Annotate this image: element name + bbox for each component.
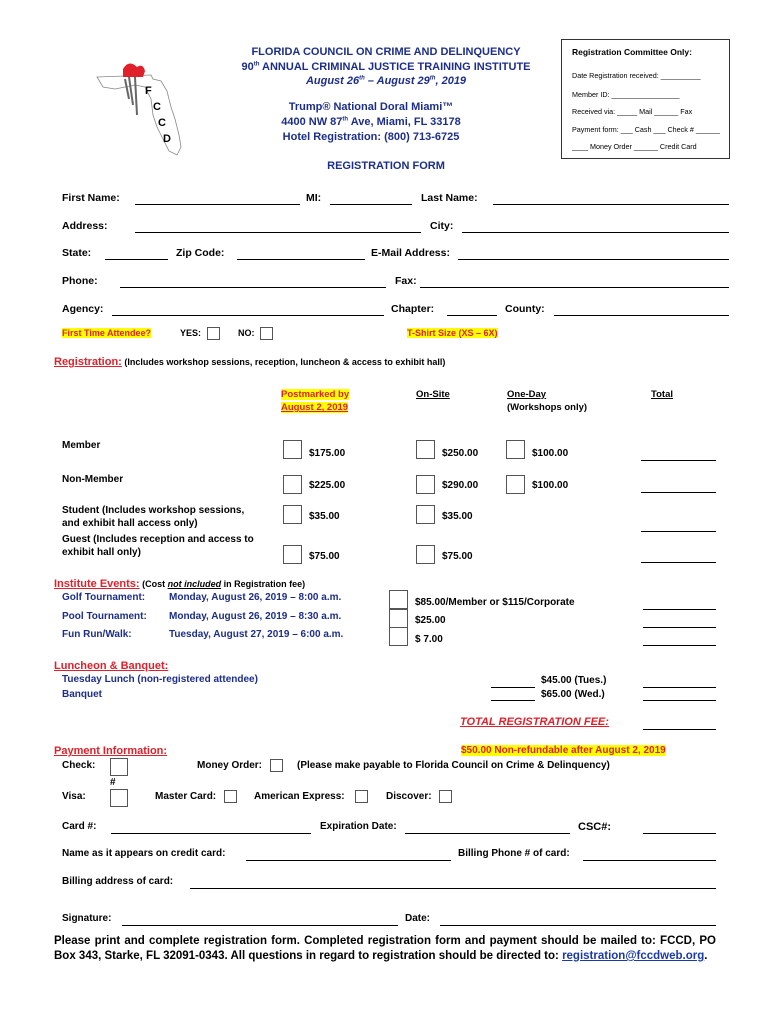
committee-date-received: Date Registration received: __________ bbox=[572, 71, 701, 80]
member-oneday-checkbox[interactable] bbox=[506, 440, 525, 459]
member-total-field[interactable] bbox=[641, 460, 716, 461]
pool-checkbox[interactable] bbox=[389, 609, 408, 628]
name-on-card-field[interactable] bbox=[246, 860, 451, 861]
student-total-field[interactable] bbox=[641, 531, 716, 532]
mi-label: MI: bbox=[306, 192, 322, 204]
member-onsite-price: $250.00 bbox=[442, 448, 479, 459]
fun-run-date: Tuesday, August 27, 2019 – 6:00 a.m. bbox=[169, 629, 344, 640]
money-order-label: Money Order: bbox=[197, 760, 263, 771]
pool-total-field[interactable] bbox=[643, 627, 716, 628]
phone-label: Phone: bbox=[62, 275, 98, 287]
chapter-label: Chapter: bbox=[391, 303, 435, 315]
money-order-checkbox[interactable] bbox=[270, 759, 283, 772]
total-fee-label: TOTAL REGISTRATION FEE: bbox=[460, 716, 609, 728]
lunch-qty-field[interactable] bbox=[491, 687, 535, 688]
visa-label: Visa: bbox=[62, 791, 86, 802]
org-name: FLORIDA COUNCIL ON CRIME AND DELINQUENCY bbox=[251, 46, 521, 58]
discover-checkbox[interactable] bbox=[439, 790, 452, 803]
committee-title: Registration Committee Only: bbox=[572, 47, 692, 57]
student-label-b: and exhibit hall access only) bbox=[62, 518, 198, 529]
agency-field[interactable] bbox=[112, 315, 384, 316]
mastercard-label: Master Card: bbox=[155, 791, 217, 802]
nonmember-oneday-price: $100.00 bbox=[532, 480, 569, 491]
discover-label: Discover: bbox=[386, 791, 432, 802]
chapter-field[interactable] bbox=[447, 315, 497, 316]
check-number-hash: # bbox=[110, 777, 116, 788]
payable-note: (Please make payable to Florida Council on Crime & Delinquency) bbox=[297, 760, 610, 771]
member-postmarked-price: $175.00 bbox=[309, 448, 346, 459]
expiration-label: Expiration Date: bbox=[320, 821, 397, 832]
nonrefundable-notice: $50.00 Non-refundable after August 2, 2019 bbox=[461, 745, 666, 756]
banquet-price: $65.00 (Wed.) bbox=[541, 689, 605, 700]
yes-label: YES: bbox=[180, 328, 202, 338]
contact-email-link[interactable]: registration@fccdweb.org bbox=[562, 950, 705, 962]
nonmember-label: Non-Member bbox=[62, 474, 124, 485]
student-postmarked-price: $35.00 bbox=[309, 511, 340, 522]
billing-phone-field[interactable] bbox=[583, 860, 716, 861]
card-number-field[interactable] bbox=[111, 833, 311, 834]
agency-label: Agency: bbox=[62, 303, 104, 315]
card-number-label: Card #: bbox=[62, 821, 97, 832]
col-postmarked-b: August 2, 2019 bbox=[281, 402, 349, 413]
csc-field[interactable] bbox=[643, 833, 716, 834]
guest-onsite-checkbox[interactable] bbox=[416, 545, 435, 564]
golf-date: Monday, August 26, 2019 – 8:00 a.m. bbox=[169, 592, 342, 603]
billing-address-label: Billing address of card: bbox=[62, 876, 174, 887]
zip-label: Zip Code: bbox=[176, 247, 225, 259]
zip-field[interactable] bbox=[237, 259, 365, 260]
venue-address: 4400 NW 87th Ave, Miami, FL 33178 bbox=[281, 116, 461, 128]
committee-money-order: ____ Money Order ______ Credit Card bbox=[572, 142, 697, 151]
member-postmarked-checkbox[interactable] bbox=[283, 440, 302, 459]
first-name-field[interactable] bbox=[135, 204, 300, 205]
billing-phone-label: Billing Phone # of card: bbox=[458, 848, 570, 859]
logo-letter-d: D bbox=[163, 133, 171, 145]
address-label: Address: bbox=[62, 220, 108, 232]
member-oneday-price: $100.00 bbox=[532, 448, 569, 459]
address-field[interactable] bbox=[135, 232, 421, 233]
visa-checkbox[interactable] bbox=[110, 789, 128, 807]
student-postmarked-checkbox[interactable] bbox=[283, 505, 302, 524]
date-label: Date: bbox=[405, 913, 431, 924]
fun-run-price: $ 7.00 bbox=[415, 634, 443, 645]
guest-total-field[interactable] bbox=[641, 562, 716, 563]
student-onsite-price: $35.00 bbox=[442, 511, 473, 522]
phone-field[interactable] bbox=[120, 287, 386, 288]
state-field[interactable] bbox=[105, 259, 168, 260]
committee-payment-form: Payment form: ___ Cash ___ Check # ______ bbox=[572, 125, 720, 134]
date-field[interactable] bbox=[440, 925, 716, 926]
committee-box bbox=[561, 39, 730, 159]
first-time-label: First Time Attendee? bbox=[62, 328, 152, 338]
nonmember-onsite-price: $290.00 bbox=[442, 480, 479, 491]
member-onsite-checkbox[interactable] bbox=[416, 440, 435, 459]
luncheon-heading: Luncheon & Banquet: bbox=[54, 660, 169, 672]
institute-title: 90th ANNUAL CRIMINAL JUSTICE TRAINING INSTITUTE bbox=[241, 61, 531, 73]
city-label: City: bbox=[430, 220, 454, 232]
golf-checkbox[interactable] bbox=[389, 590, 408, 609]
guest-postmarked-checkbox[interactable] bbox=[283, 545, 302, 564]
state-label: State: bbox=[62, 247, 92, 259]
nonmember-postmarked-price: $225.00 bbox=[309, 480, 346, 491]
pool-date: Monday, August 26, 2019 – 8:30 a.m. bbox=[169, 611, 342, 622]
mailing-instructions: Please print and complete registration form. Completed registration form and payment should be mailed to: FCCD, PO Box 343, Starke, FL 32091-0343. All questions in regard to registration should be directed to: registration@fccdweb.org. bbox=[54, 935, 716, 962]
fun-run-total-field[interactable] bbox=[643, 645, 716, 646]
logo-letter-f: F bbox=[145, 85, 152, 97]
events-heading: Institute Events: (Cost not included in Registration fee) bbox=[54, 578, 306, 590]
check-checkbox[interactable] bbox=[110, 758, 128, 776]
email-field[interactable] bbox=[458, 259, 729, 260]
student-label-a: Student (Includes workshop sessions, bbox=[62, 505, 245, 516]
guest-onsite-price: $75.00 bbox=[442, 551, 473, 562]
city-field[interactable] bbox=[462, 232, 729, 233]
banquet-qty-field[interactable] bbox=[491, 700, 535, 701]
billing-address-field[interactable] bbox=[190, 888, 716, 889]
lunch-label: Tuesday Lunch (non-registered attendee) bbox=[62, 674, 258, 685]
col-oneday-b: (Workshops only) bbox=[507, 402, 588, 413]
nonmember-total-field[interactable] bbox=[641, 492, 716, 493]
total-fee-field[interactable] bbox=[643, 729, 716, 730]
student-onsite-checkbox[interactable] bbox=[416, 505, 435, 524]
lunch-total-field[interactable] bbox=[643, 687, 716, 688]
banquet-total-field[interactable] bbox=[643, 700, 716, 701]
fccd-logo bbox=[95, 55, 205, 160]
expiration-field[interactable] bbox=[405, 833, 570, 834]
mastercard-checkbox[interactable] bbox=[224, 790, 237, 803]
last-name-field[interactable] bbox=[493, 204, 729, 205]
guest-label-b: exhibit hall only) bbox=[62, 547, 141, 558]
institute-dates: August 26th – August 29th, 2019 bbox=[305, 75, 467, 87]
logo-letter-c2: C bbox=[158, 117, 166, 129]
county-label: County: bbox=[505, 303, 545, 315]
committee-member-id: Member ID: _________________ bbox=[572, 90, 680, 99]
csc-label: CSC#: bbox=[578, 821, 612, 833]
fax-field[interactable] bbox=[420, 287, 729, 288]
pool-label: Pool Tournament: bbox=[62, 611, 147, 622]
amex-checkbox[interactable] bbox=[355, 790, 368, 803]
fun-run-label: Fun Run/Walk: bbox=[62, 629, 132, 640]
nonmember-postmarked-checkbox[interactable] bbox=[283, 475, 302, 494]
banquet-label: Banquet bbox=[62, 689, 102, 700]
first-name-label: First Name: bbox=[62, 192, 120, 204]
lunch-price: $45.00 (Tues.) bbox=[541, 675, 607, 686]
fax-label: Fax: bbox=[395, 275, 417, 287]
email-label: E-Mail Address: bbox=[371, 247, 450, 259]
col-total: Total bbox=[651, 389, 673, 400]
nonmember-oneday-checkbox[interactable] bbox=[506, 475, 525, 494]
no-label: NO: bbox=[238, 328, 255, 338]
fun-run-checkbox[interactable] bbox=[389, 627, 408, 646]
last-name-label: Last Name: bbox=[421, 192, 478, 204]
col-oneday-a: One-Day bbox=[507, 389, 547, 400]
golf-total-field[interactable] bbox=[643, 609, 716, 610]
florida-map-icon bbox=[95, 55, 205, 160]
signature-field[interactable] bbox=[122, 925, 398, 926]
county-field[interactable] bbox=[554, 315, 729, 316]
venue: Trump® National Doral Miami™ bbox=[288, 101, 454, 113]
pool-price: $25.00 bbox=[415, 615, 446, 626]
guest-label-a: Guest (Includes reception and access to bbox=[62, 534, 254, 545]
golf-price: $85.00/Member or $115/Corporate bbox=[415, 597, 575, 608]
payment-heading: Payment Information: bbox=[54, 745, 168, 757]
col-postmarked-a: Postmarked by bbox=[281, 389, 350, 400]
logo-letter-c1: C bbox=[153, 101, 161, 113]
nonmember-onsite-checkbox[interactable] bbox=[416, 475, 435, 494]
first-time-yes-checkbox[interactable] bbox=[207, 327, 220, 340]
tshirt-label: T-Shirt Size (XS – 6X) bbox=[407, 328, 498, 338]
col-onsite: On-Site bbox=[416, 389, 450, 400]
form-title: REGISTRATION FORM bbox=[327, 160, 445, 172]
hotel-phone: Hotel Registration: (800) 713-6725 bbox=[282, 131, 460, 143]
signature-label: Signature: bbox=[62, 913, 112, 924]
check-label: Check: bbox=[62, 760, 96, 771]
amex-label: American Express: bbox=[254, 791, 345, 802]
member-label: Member bbox=[62, 440, 101, 451]
golf-label: Golf Tournament: bbox=[62, 592, 146, 603]
mi-field[interactable] bbox=[330, 204, 412, 205]
committee-received-via: Received via: _____ Mail ______ Fax bbox=[572, 107, 693, 116]
registration-heading: Registration: (Includes workshop sessions, reception, luncheon & access to exhibit hall) bbox=[54, 356, 446, 368]
first-time-no-checkbox[interactable] bbox=[260, 327, 273, 340]
guest-postmarked-price: $75.00 bbox=[309, 551, 340, 562]
name-on-card-label: Name as it appears on credit card: bbox=[62, 848, 226, 859]
